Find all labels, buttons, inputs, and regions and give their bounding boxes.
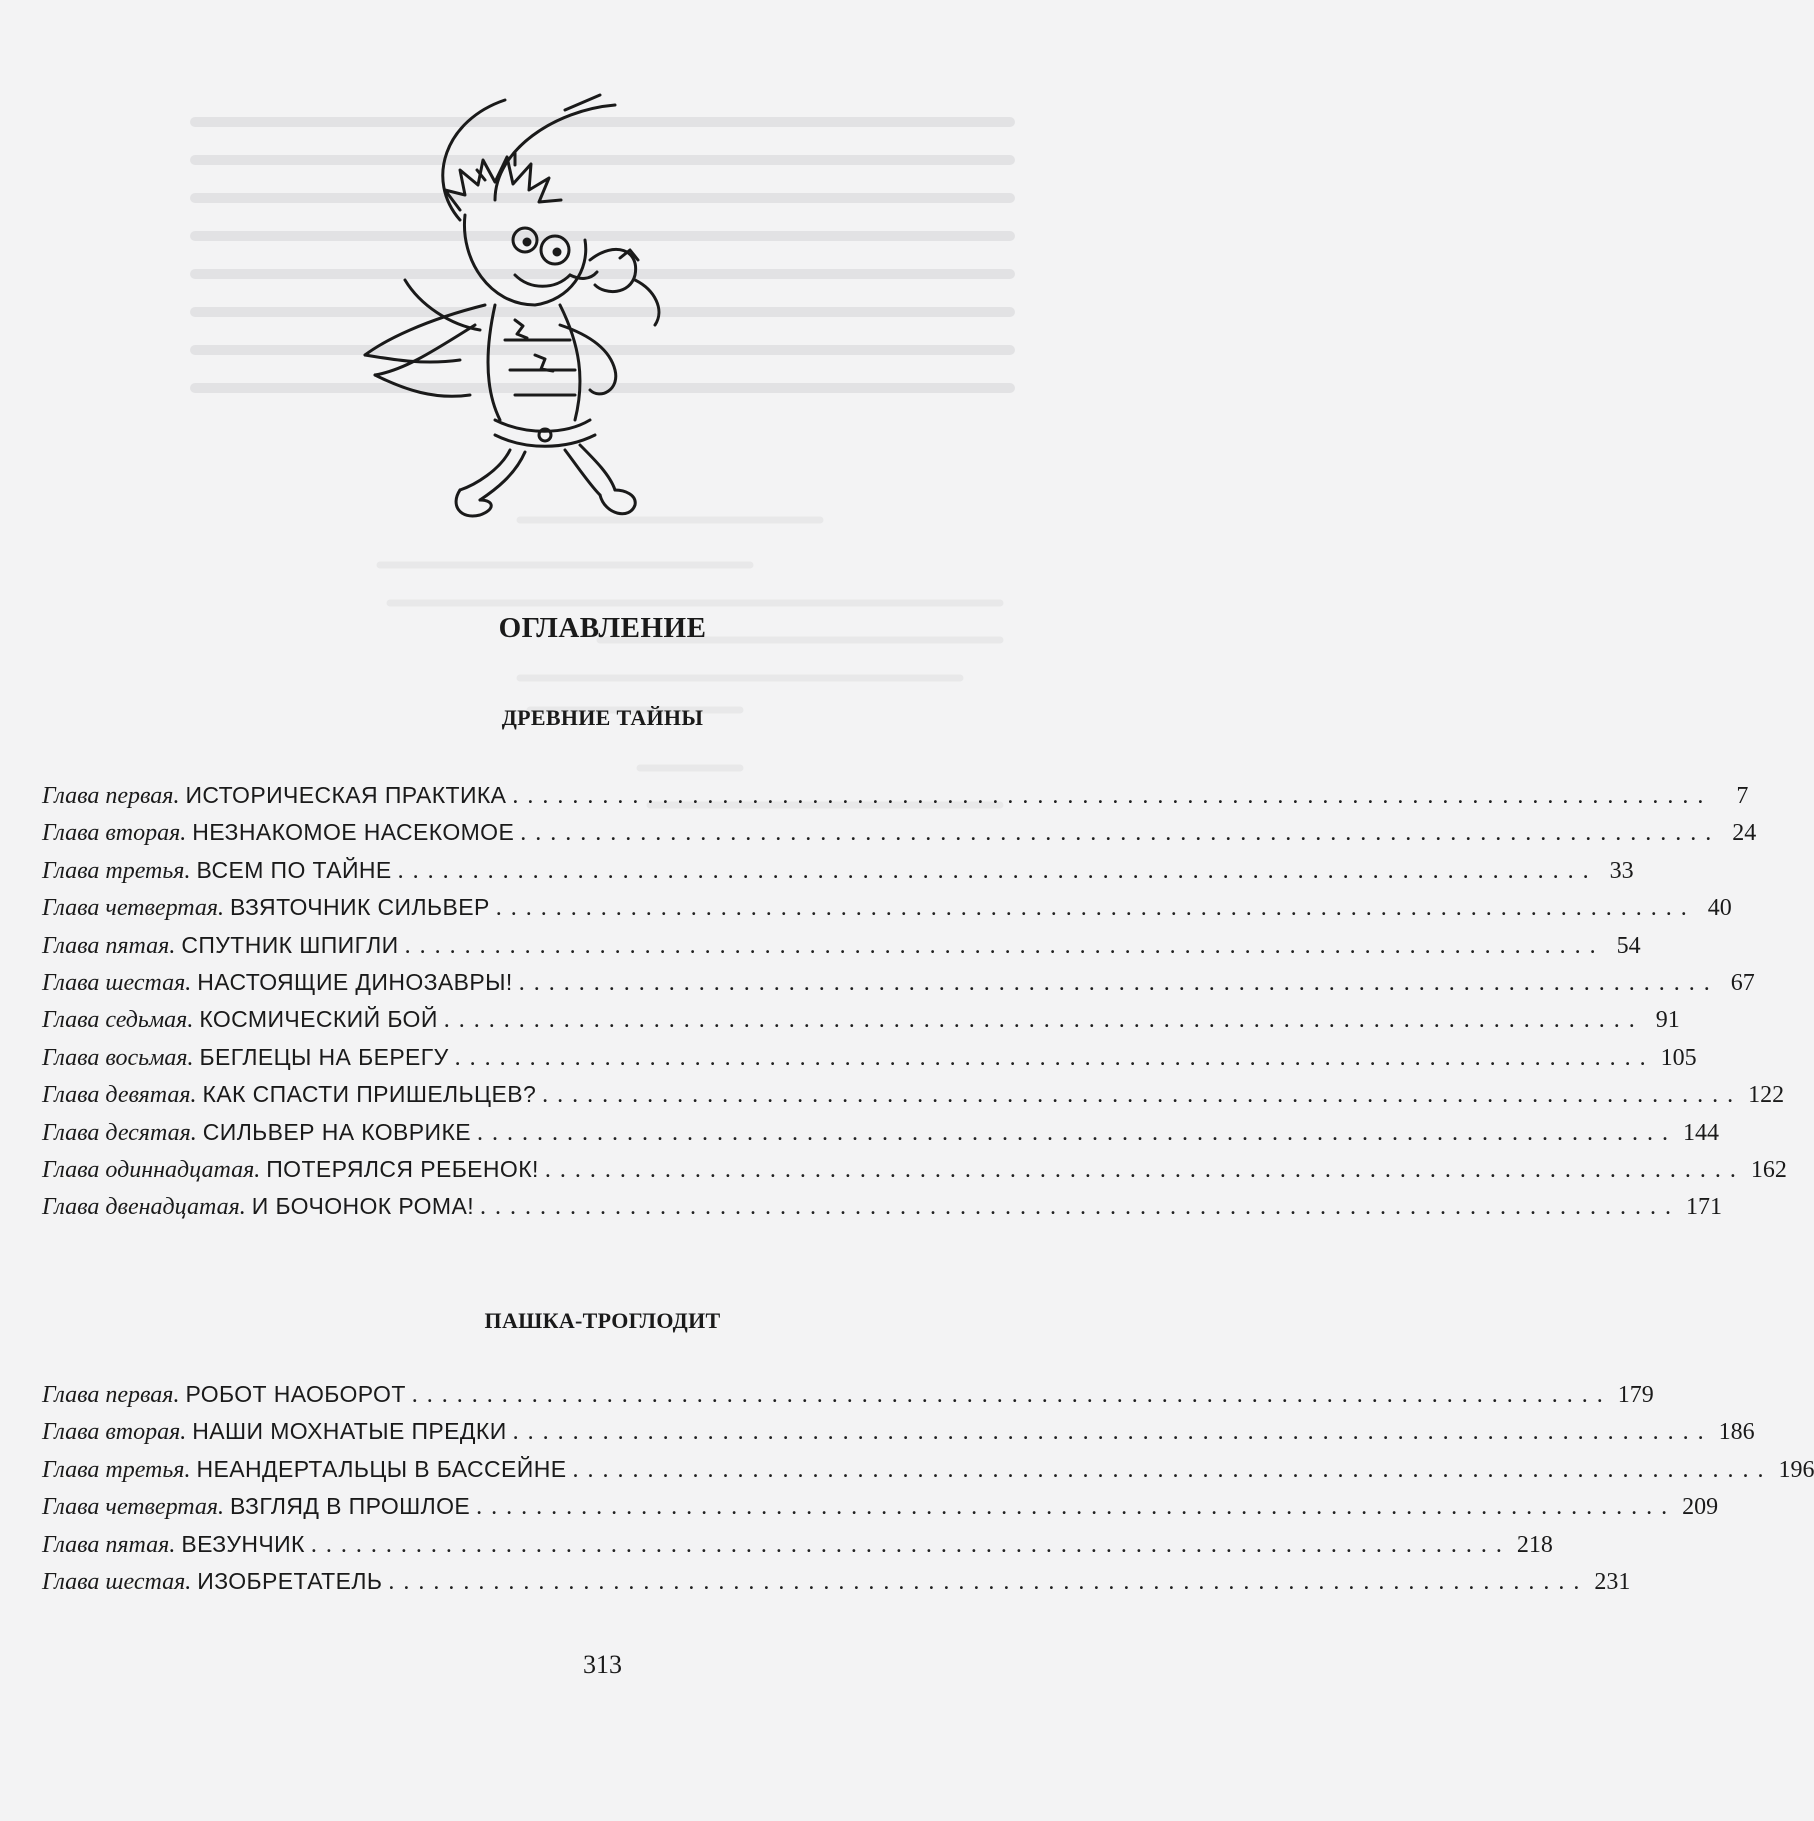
dot-leader: ................................................................................ [476,1494,1677,1521]
toc-entry [42,1381,1654,1418]
chapter-title: ПОТЕРЯЛСЯ РЕБЕНОК! [266,1155,539,1182]
page-ref: 209 [1682,1494,1719,1521]
toc-entry [42,1155,1787,1193]
page-ref: 179 [1617,1382,1654,1408]
page-ref: 91 [1655,1007,1680,1034]
dot-leader: ................................................................................ [443,1007,1644,1034]
toc-entry [42,856,1634,894]
chapter-title: И БОЧОНОК РОМА! [251,1193,474,1220]
toc-entry [42,1006,1680,1043]
page-ref: 33 [1609,857,1634,884]
chapter-title: СИЛЬВЕР НА КОВРИКЕ [202,1118,472,1145]
chapter-number: Глава восьмая. [42,1044,194,1071]
chapter-number: Глава вторая. [42,820,187,847]
page-ref: 171 [1685,1194,1722,1221]
chapter-number: Глава третья. [42,857,191,884]
page-ref: 196 [1778,1456,1814,1483]
page-ref: 218 [1516,1531,1553,1558]
dot-leader: ................................................................................ [512,783,1713,809]
dot-leader: ................................................................................ [544,1156,1745,1183]
chapter-number: Глава двенадцатая. [42,1194,246,1221]
page-ref: 162 [1750,1156,1787,1183]
chapter-number: Глава шестая. [42,1568,192,1595]
dot-leader: ................................................................................ [518,969,1719,996]
dot-leader: ................................................................................ [404,932,1605,959]
dot-leader: ................................................................................ [542,1082,1743,1109]
toc-section-2 [42,1381,1814,1605]
page-ref: 231 [1594,1568,1631,1595]
chapter-number: Глава десятая. [42,1119,197,1146]
chapter-title: НЕЗНАКОМОЕ НАСЕКОМОЕ [192,819,515,846]
page-ref: 7 [1736,783,1749,809]
chapter-title: ИСТОРИЧЕСКАЯ ПРАКТИКА [185,782,507,808]
toc-entry [42,931,1641,969]
chapter-number: Глава первая. [42,1382,180,1408]
chapter-number: Глава одиннадцатая. [42,1156,261,1183]
toc-entry [42,1043,1697,1081]
chapter-number: Глава седьмая. [42,1007,194,1034]
toc-entry [42,1418,1755,1455]
dot-leader: ................................................................................ [411,1382,1612,1408]
chapter-title: КОСМИЧЕСКИЙ БОЙ [199,1006,438,1033]
toc-entry [42,1455,1814,1493]
dot-leader: ................................................................................ [512,1419,1713,1446]
toc-entry [42,894,1732,931]
chapter-number: Глава третья. [42,1456,191,1483]
chapter-number: Глава пятая. [42,1531,176,1558]
page-ref: 40 [1707,895,1732,922]
page-ref: 105 [1660,1044,1697,1071]
page-ref: 122 [1748,1082,1785,1109]
chapter-title: ВЕЗУНЧИК [181,1530,305,1557]
chapter-number: Глава девятая. [42,1082,197,1109]
chapter-title: КАК СПАСТИ ПРИШЕЛЬЦЕВ? [202,1081,537,1108]
chapter-number: Глава четвертая. [42,895,225,922]
toc-entry [42,1193,1722,1230]
page-ref: 67 [1730,969,1755,996]
dot-leader: ................................................................................ [479,1194,1680,1221]
page-ref: 54 [1616,932,1641,959]
chapter-title: ВСЕМ ПО ТАЙНЕ [196,856,392,883]
page-ref: 144 [1683,1119,1720,1146]
chapter-title: ВЗГЛЯД В ПРОШЛОЕ [230,1493,471,1520]
chapter-title: СПУТНИК ШПИГЛИ [181,931,399,958]
page-ref: 24 [1732,820,1757,847]
chapter-title: НАШИ МОХНАТЫЕ ПРЕДКИ [192,1418,507,1445]
page-number: 313 [583,1650,622,1679]
toc-entry [42,968,1755,1006]
chapter-title: БЕГЛЕЦЫ НА БЕРЕГУ [199,1043,449,1070]
section-title-pashka-troglodit: ПАШКА-ТРОГЛОДИТ [484,1308,721,1333]
chapter-number: Глава вторая. [42,1419,187,1446]
chapter-number: Глава пятая. [42,932,176,959]
toc-entry [42,782,1749,819]
dot-leader: ................................................................................ [572,1456,1773,1483]
toc-entry [42,1493,1719,1530]
toc-entry [42,1567,1631,1605]
dot-leader: ................................................................................ [495,895,1696,922]
page-ref: 186 [1718,1419,1755,1446]
dot-leader: ................................................................................ [397,857,1598,884]
toc-section-1 [42,782,1787,1231]
cartoon-creature-illustration [365,90,705,530]
dot-leader: ................................................................................ [388,1568,1589,1595]
toc-entry [42,1118,1720,1156]
page-title: ОГЛАВЛЕНИЕ [498,612,707,644]
chapter-number: Глава первая. [42,783,180,809]
dot-leader: ................................................................................ [477,1119,1678,1146]
toc-entry [42,1530,1553,1568]
chapter-number: Глава шестая. [42,969,192,996]
toc-entry [42,819,1757,856]
chapter-title: НАСТОЯЩИЕ ДИНОЗАВРЫ! [197,968,513,995]
chapter-number: Глава четвертая. [42,1494,225,1521]
toc-entry [42,1081,1785,1118]
dot-leader: ................................................................................ [520,820,1721,847]
chapter-title: РОБОТ НАОБОРОТ [185,1381,406,1407]
dot-leader: ................................................................................ [454,1044,1655,1071]
section-title-drevnie-tainy: ДРЕВНИЕ ТАЙНЫ [501,705,704,730]
dot-leader: ................................................................................ [310,1531,1511,1558]
chapter-title: ВЗЯТОЧНИК СИЛЬВЕР [230,894,490,921]
chapter-title: НЕАНДЕРТАЛЬЦЫ В БАССЕЙНЕ [196,1455,567,1482]
chapter-title: ИЗОБРЕТАТЕЛЬ [197,1567,383,1594]
